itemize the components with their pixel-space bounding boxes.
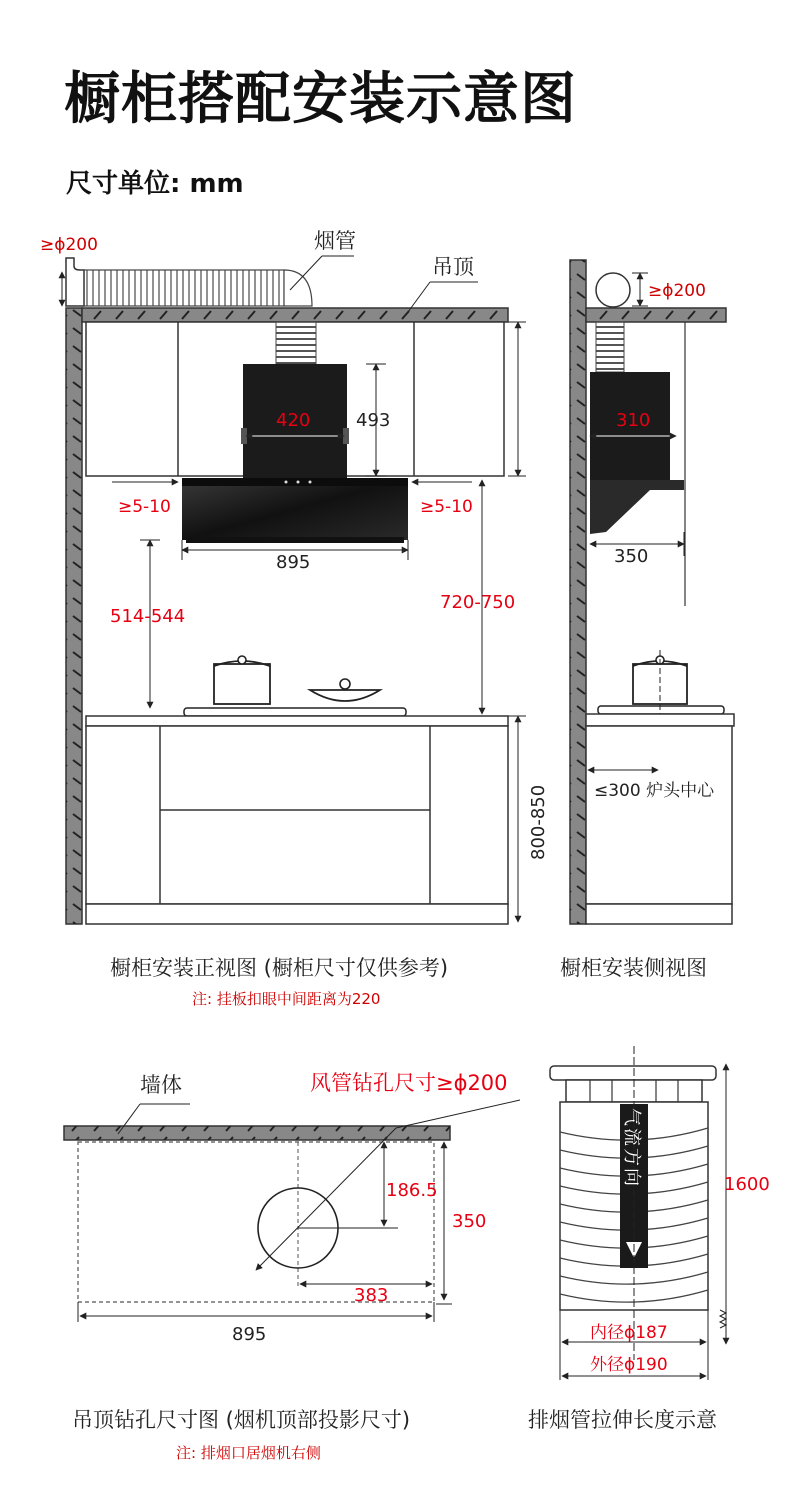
pot <box>214 656 270 704</box>
stove-top <box>184 708 406 716</box>
hood-projection <box>78 1142 434 1302</box>
dim-186-5: 186.5 <box>386 1180 438 1201</box>
front-note: 注: 挂板扣眼中间距离为220 <box>192 990 381 1008</box>
front-flex-pipe <box>84 270 284 306</box>
duct-flange <box>550 1066 716 1080</box>
side-caption: 橱柜安装侧视图 <box>560 956 707 980</box>
dim-hood-height: 493 <box>356 410 391 431</box>
ceiling-label: 吊顶 <box>432 255 474 279</box>
dim-gap-right: ≥5-10 <box>420 497 473 517</box>
side-view <box>570 260 734 924</box>
front-duct <box>276 322 316 364</box>
base-cabinets <box>86 726 508 904</box>
wok <box>310 679 380 701</box>
dim-895-ceiling: 895 <box>232 1324 267 1345</box>
page-title: 橱柜搭配安装示意图 <box>64 67 577 132</box>
dim-height-bottom: 514-544 <box>110 606 186 627</box>
dim-hood-width-top: 420 <box>276 410 311 431</box>
dim-inner: 内径ϕ187 <box>590 1323 668 1343</box>
wall-label: 墙体 <box>140 1073 182 1097</box>
dim-350: 350 <box>452 1211 487 1232</box>
dim-cabinet-height: 800-850 <box>528 784 549 860</box>
side-duct <box>596 322 624 372</box>
front-view <box>62 256 526 924</box>
dim-side-top-width: 310 <box>616 410 651 431</box>
dim-outer: 外径ϕ190 <box>590 1355 668 1375</box>
dim-side-depth: 350 <box>614 546 649 567</box>
front-pipe-dia: ≥ϕ200 <box>40 235 98 255</box>
dim-gap-left: ≥5-10 <box>118 497 171 517</box>
side-pipe-dia: ≥ϕ200 <box>648 281 706 301</box>
pipe-elbow <box>66 258 84 306</box>
pipe-label: 烟管 <box>314 229 356 253</box>
hole-label: 风管钻孔尺寸≥ϕ200 <box>310 1071 508 1095</box>
dim-duct-length: 1600 <box>724 1174 770 1195</box>
dim-height-side: 720-750 <box>440 592 516 613</box>
unit-label: 尺寸单位: mm <box>66 169 244 199</box>
side-hood-panel <box>590 480 684 534</box>
ceiling-caption: 吊顶钻孔尺寸图 (烟机顶部投影尺寸) <box>72 1408 411 1432</box>
dim-hood-width: 895 <box>276 552 311 573</box>
ceiling-note: 注: 排烟口居烟机右侧 <box>176 1444 321 1462</box>
duct-caption: 排烟管拉伸长度示意 <box>528 1408 717 1432</box>
countertop <box>86 716 508 726</box>
hood-panel <box>182 478 408 540</box>
side-pipe-section <box>596 273 630 307</box>
front-caption: 橱柜安装正视图 (橱柜尺寸仅供参考) <box>110 956 449 980</box>
burner-center: ≤300 炉头中心 <box>594 781 715 801</box>
flow-direction: 气流方向 <box>621 1108 642 1188</box>
dim-383: 383 <box>354 1285 389 1306</box>
